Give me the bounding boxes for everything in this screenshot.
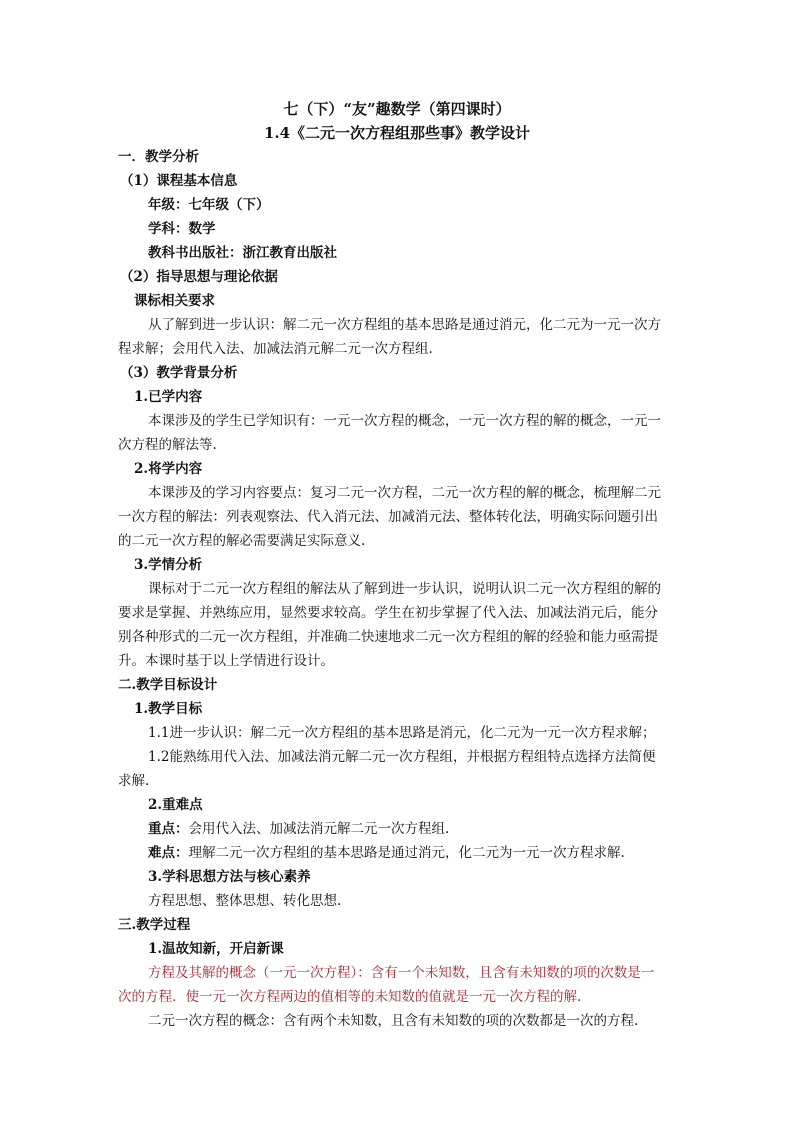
grade-line: 年级：七年级（下） <box>148 197 270 213</box>
methods-heading: 3.学科思想方法与核心素养 <box>148 869 311 885</box>
difficult-point-label: 难点： <box>148 845 189 861</box>
subject-line: 学科：数学 <box>148 221 216 237</box>
section-3-heading: 三.教学过程 <box>118 917 191 933</box>
learner-analysis-heading: 3.学情分析 <box>134 557 203 573</box>
paragraph-line: 程求解；会用代入法、加减法消元解二元一次方程组. <box>118 341 433 357</box>
subsection-1-heading: （1）课程基本信息 <box>120 173 238 189</box>
key-difficult-heading: 2.重难点 <box>148 797 203 813</box>
paragraph-line: 的二元一次方程的解必需要满足实际意义. <box>118 533 366 549</box>
paragraph-line: 一次方程的解法：列表观察法、代入消元法、加减消元法、整体转化法，明确实际问题引出 <box>118 509 658 525</box>
document-subtitle: 1.4《二元一次方程组那些事》教学设计 <box>263 124 531 142</box>
objective-item: 1.1进一步认识：解二元一次方程组的基本思路是消元，化二元为一元一次方程求解； <box>148 725 656 741</box>
upcoming-content-heading: 2.将学内容 <box>134 461 203 477</box>
difficult-point-line <box>148 841 708 865</box>
highlighted-paragraph-line: 方程及其解的概念（一元一次方程）：含有一个未知数，且含有未知数的项的次数是一 <box>148 965 655 981</box>
section-1-heading: 一．教学分析 <box>118 149 199 165</box>
objectives-heading: 1.教学目标 <box>134 701 203 717</box>
highlighted-paragraph-line: 次的方程．使一元一次方程两边的值相等的未知数的值就是一元一次方程的解. <box>118 989 582 1005</box>
review-heading: 1.温故知新，开启新课 <box>148 941 284 957</box>
difficult-point-text: 理解二元一次方程组的基本思路是通过消元，化二元为一元一次方程求解. <box>188 845 625 861</box>
paragraph-line: 求解. <box>118 773 150 789</box>
requirements-heading: 课标相关要求 <box>134 293 215 309</box>
document-title: 七（下）“友”趣数学（第四课时） <box>283 100 511 118</box>
definition-line: 二元一次方程的概念：含有两个未知数，且含有未知数的项的次数都是一次的方程. <box>148 1013 639 1029</box>
subsection-2-heading: （2）指导思想与理论依据 <box>120 269 278 285</box>
section-2-heading: 二.教学目标设计 <box>118 677 218 693</box>
paragraph-line: 课标对于二元一次方程组的解法从了解到进一步认识，说明认识二元一次方程组的解的 <box>148 581 661 597</box>
subsection-3-heading: （3）教学背景分析 <box>120 365 238 381</box>
key-point-line <box>148 817 708 841</box>
paragraph-line: 升。本课时基于以上学情进行设计。 <box>118 653 334 669</box>
paragraph-line: 本课涉及的学习内容要点：复习二元一次方程，二元一次方程的解的概念，梳理解二元 <box>148 485 661 501</box>
publisher-line: 教科书出版社：浙江教育出版社 <box>148 245 337 261</box>
paragraph-line: 别各种形式的二元一次方程组，并准确二快速地求二元一次方程组的解的经验和能力亟需提 <box>118 629 658 645</box>
key-point-text: 会用代入法、加减法消元解二元一次方程组. <box>188 821 450 837</box>
learned-content-heading: 1.已学内容 <box>134 389 203 405</box>
key-point-label: 重点： <box>148 821 189 837</box>
methods-text: 方程思想、整体思想、转化思想. <box>148 893 342 909</box>
paragraph-line: 从了解到进一步认识：解二元一次方程组的基本思路是通过消元，化二元为一元一次方 <box>148 317 661 333</box>
paragraph-line: 要求是掌握、并熟练应用，显然要求较高。学生在初步掌握了代入法、加减法消元后，能分 <box>118 605 658 621</box>
paragraph-line: 本课涉及的学生已学知识有：一元一次方程的概念，一元一次方程的解的概念，一元一 <box>148 413 661 429</box>
objective-item: 1.2能熟练用代入法、加减法消元解二元一次方程组，并根据方程组特点选择方法简便 <box>148 749 656 765</box>
paragraph-line: 次方程的解法等. <box>118 437 217 453</box>
